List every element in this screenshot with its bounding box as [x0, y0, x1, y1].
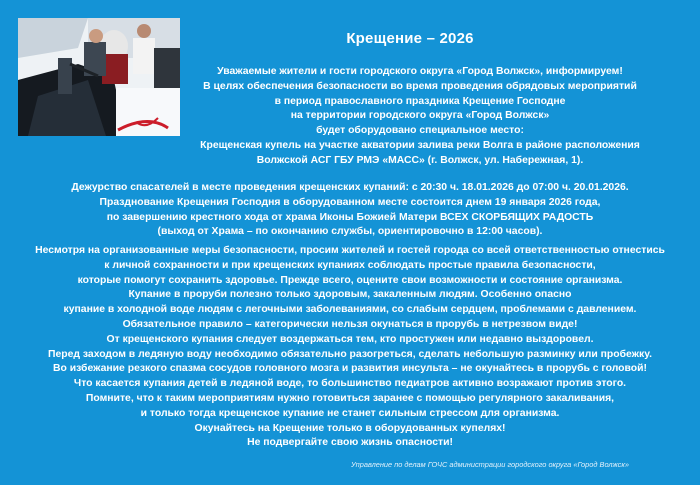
intro-line: в период православного праздника Крещение Господне — [274, 95, 566, 107]
intro-line: Крещенская купель на участке акватории залива реки Волга в районе расположения — [200, 139, 640, 151]
safety-line: Что касается купания детей в ледяной воде, то большинство педиатров активно возражают против этого. — [73, 378, 627, 390]
schedule-line: (выход от Храма – по окончанию службы, ориентировочно в 12:00 часов). — [157, 226, 543, 238]
page-title: Крещение – 2026 — [346, 30, 474, 47]
safety-line: Несмотря на организованные меры безопасности, просим жителей и гостей города со всей ответственностью отнестись — [35, 245, 665, 256]
schedule-text — [20, 181, 680, 240]
intro-line: на территории городского округа «Город Волжск» — [290, 110, 550, 122]
safety-line: От крещенского купания следует воздержаться тем, кто простужен или недавно выздоровел. — [106, 333, 594, 345]
intro-line: В целях обеспечения безопасности во время проведения обрядовых мероприятий — [203, 80, 637, 92]
schedule-line: по завершению крестного хода от храма Иконы Божией Матери ВСЕХ СКОРБЯЩИХ РАДОСТЬ — [106, 211, 594, 223]
intro-text — [170, 65, 670, 169]
safety-line: Купание в проруби полезно только здоровым, закаленным людям. Особенно опасно — [128, 289, 572, 301]
baptism-photo — [18, 18, 180, 136]
intro-line: Волжской АСГ ГБУ РМЭ «МАСС» (г. Волжск, ул. Набережная, 1). — [256, 154, 584, 166]
schedule-line: Дежурство спасателей в месте проведения крещенских купаний: с 20:30 ч. 18.01.2026 до 07:00 ч. 20.01.2026. — [71, 182, 629, 193]
intro-line: Уважаемые жители и гости городского округа «Город Волжск», информируем! — [217, 66, 623, 77]
safety-line: Перед заходом в ледяную воду необходимо обязательно разогреться, сделать небольшую разминку или пробежку. — [48, 348, 652, 360]
safety-line: купание в холодной воде людям с легочными заболеваниями, со слабым сердцем, проблемами с давлением. — [63, 304, 637, 316]
safety-line: к личной сохранности и при крещенских купаниях соблюдать простые правила безопасности, — [104, 259, 596, 271]
intro-line: будет оборудовано специальное место: — [316, 125, 524, 137]
schedule-line: Празднование Крещения Господня в оборудованном месте состоится днем 19 января 2026 года, — [99, 196, 601, 208]
safety-line: Обязательное правило – категорически нельзя окунаться в прорубь в нетрезвом виде! — [122, 318, 578, 330]
safety-rules-text — [20, 244, 680, 451]
safety-line: Окунайтесь на Крещение только в оборудованных купелях! — [194, 422, 506, 434]
safety-line: и только тогда крещенское купание не станет сильным стрессом для организма. — [140, 407, 560, 419]
safety-line: Помните, что к таким мероприятиям нужно готовиться заранее с помощью регулярного закаливания, — [85, 392, 615, 404]
signature: Управление по делам ГОЧС администрации городского округа «Город Волжск» — [351, 460, 629, 469]
safety-line: Не подвергайте свою жизнь опасности! — [247, 437, 453, 449]
ice-hole-image — [18, 18, 180, 136]
safety-line: Во избежание резкого спазма сосудов головного мозга и развития инсульта – не окунайтесь в прорубь с головой! — [53, 363, 647, 375]
safety-line: которые помогут сохранить здоровье. Прежде всего, оцените свои возможности и состояние организма. — [77, 274, 623, 286]
